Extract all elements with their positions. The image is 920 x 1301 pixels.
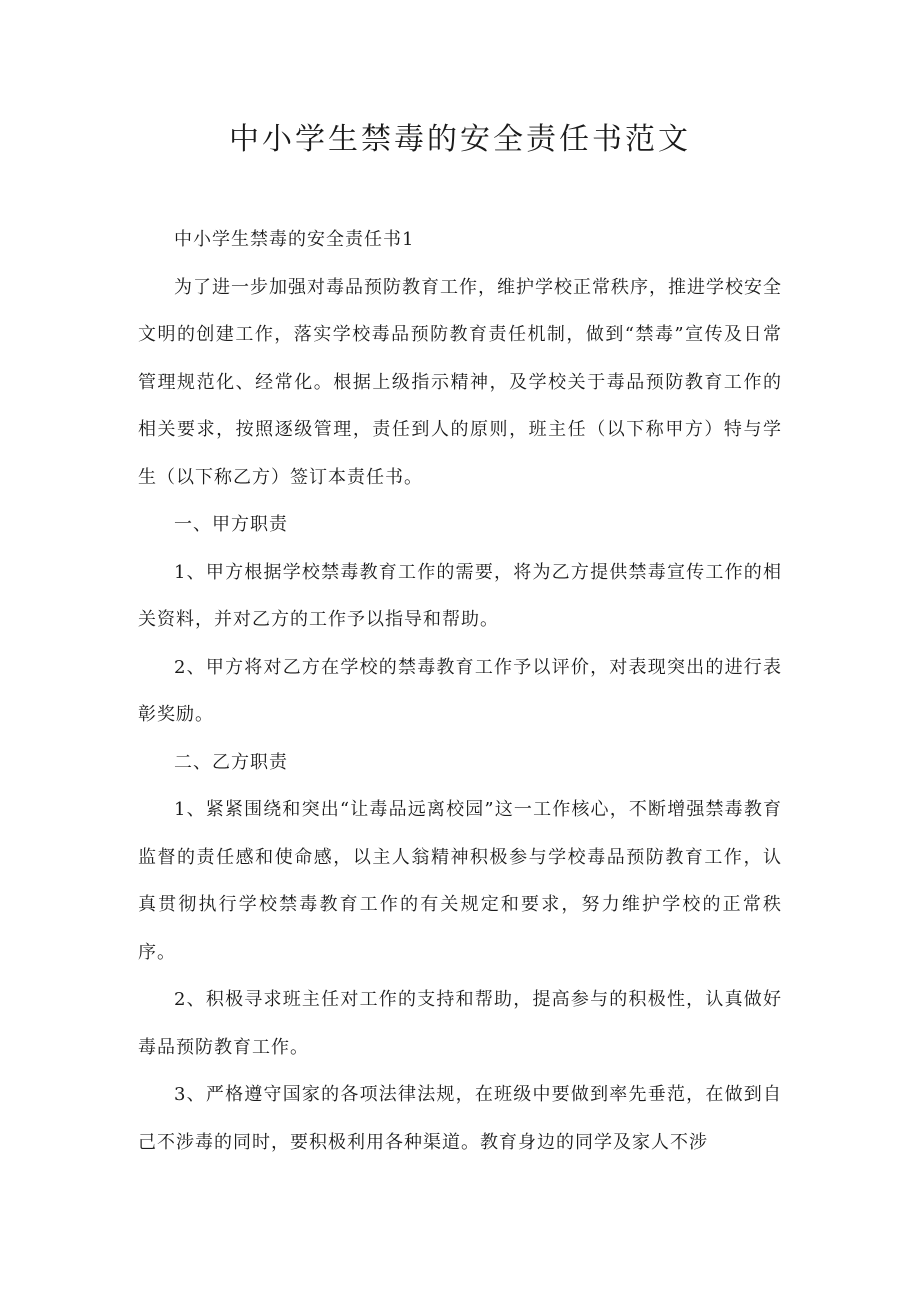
party-b-duty-3: 3、严格遵守国家的各项法律法规，在班级中要做到率先垂范，在做到自己不涉毒的同时，要积极利用各种渠道。教育身边的同学及家人不涉 bbox=[138, 1084, 782, 1153]
section-heading-party-b: 二、乙方职责 bbox=[174, 751, 288, 773]
section-heading-party-a: 一、甲方职责 bbox=[174, 514, 288, 535]
party-b-duty-2: 2、积极寻求班主任对工作的支持和帮助，提高参与的积极性，认真做好毒品预防教育工作。 bbox=[138, 989, 782, 1058]
party-a-duty-1: 1、甲方根据学校禁毒教育工作的需要，将为乙方提供禁毒宣传工作的相关资料，并对乙方的工作予以指导和帮助。 bbox=[138, 561, 782, 630]
subtitle-paragraph: 中小学生禁毒的安全责任书1 bbox=[174, 229, 415, 250]
document-body bbox=[138, 216, 782, 1166]
document-title: 中小学生禁毒的安全责任书范文 bbox=[229, 122, 691, 157]
party-a-duty-2: 2、甲方将对乙方在学校的禁毒教育工作予以评价，对表现突出的进行表彰奖励。 bbox=[138, 656, 782, 725]
intro-paragraph: 为了进一步加强对毒品预防教育工作，维护学校正常秩序，推进学校安全文明的创建工作，落实学校毒品预防教育责任机制，做到“禁毒”宣传及日常管理规范化、经常化。根据上级指示精神，及学校关于毒品预防教育工作的相关要求，按照逐级管理，责任到人的原则，班主任（以下称甲方）特与学生（以下称乙方）签订本责任书。 bbox=[138, 276, 782, 488]
party-b-duty-1: 1、紧紧围绕和突出“让毒品远离校园”这一工作核心，不断增强禁毒教育监督的责任感和使命感，以主人翁精神积极参与学校毒品预防教育工作，认真贯彻执行学校禁毒教育工作的有关规定和要求，努力维护学校的正常秩序。 bbox=[138, 799, 782, 963]
